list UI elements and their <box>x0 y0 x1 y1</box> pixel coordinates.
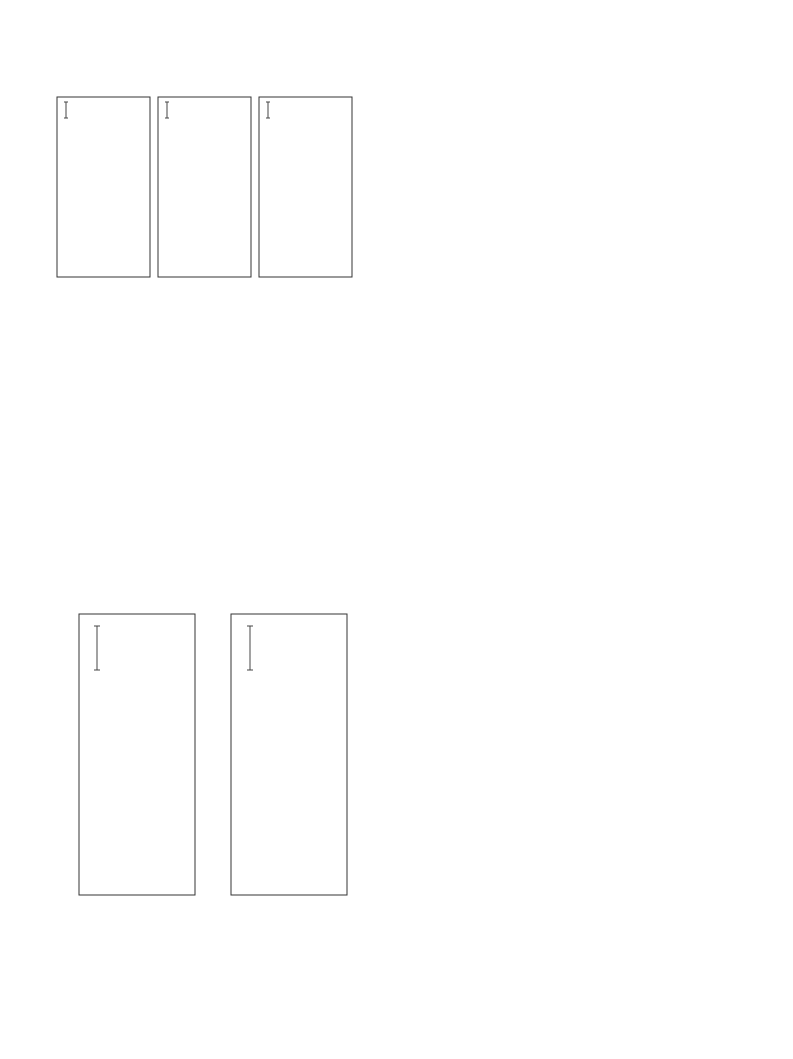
top-panel-b-frame <box>158 97 251 277</box>
bottom-panel-a <box>79 614 195 895</box>
top-panel-c-scale-bar <box>266 102 270 118</box>
bottom-panel-b-scale-bar <box>247 626 253 670</box>
bottom-panel-b-frame <box>231 614 347 895</box>
bottom-panel-a-scale-bar <box>94 626 100 670</box>
top-panel-c <box>259 97 352 277</box>
bottom-panel-a-frame <box>79 614 195 895</box>
bottom-panel-b <box>231 614 347 895</box>
top-panel-b-scale-bar <box>165 102 169 118</box>
top-figure <box>0 0 352 277</box>
top-panel-a-scale-bar <box>64 102 68 118</box>
top-panel-a <box>57 97 150 277</box>
top-panel-c-frame <box>259 97 352 277</box>
top-panel-b <box>158 97 251 277</box>
top-panel-a-frame <box>57 97 150 277</box>
bottom-figure <box>0 0 347 895</box>
